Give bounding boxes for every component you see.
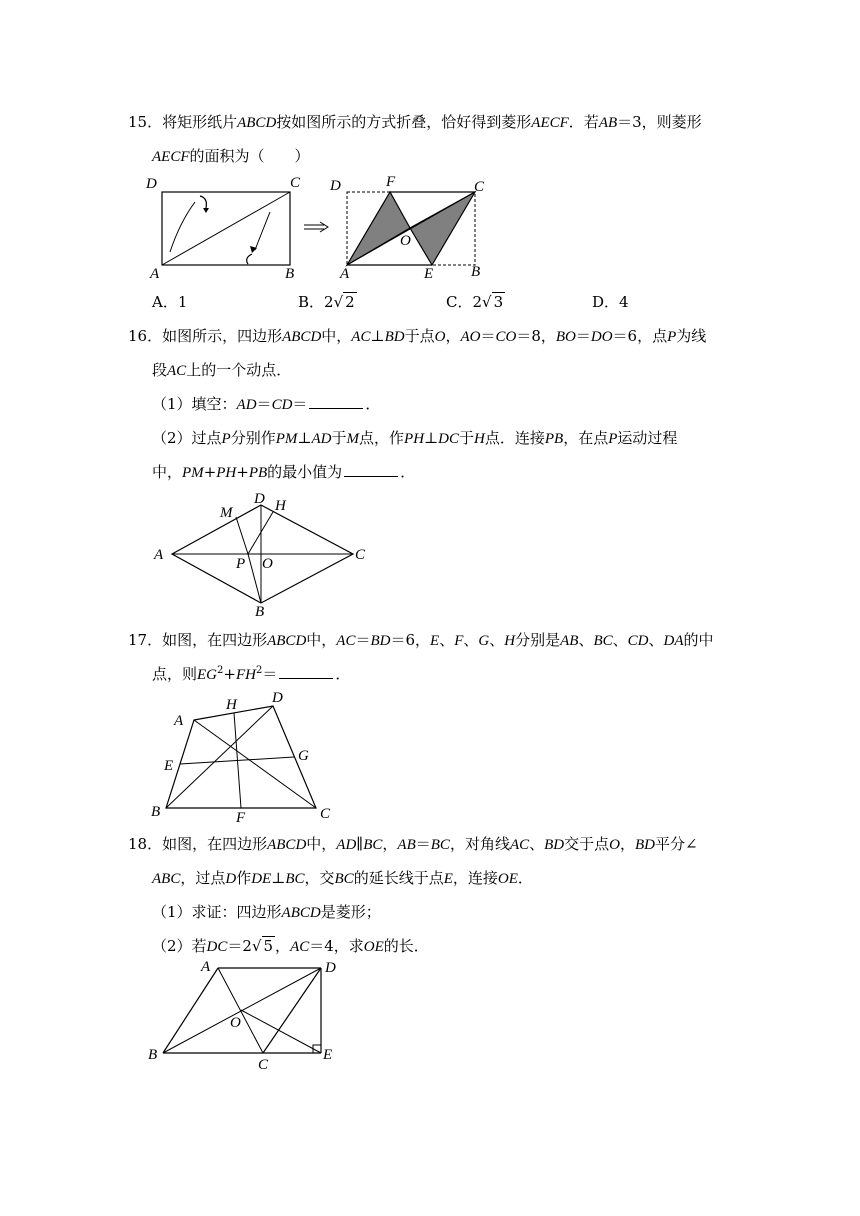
option-value: 2	[472, 293, 483, 311]
q15-figure-left	[140, 172, 310, 282]
point-label: E	[323, 1047, 333, 1063]
q18-var: BC	[363, 837, 383, 853]
point-label: F	[386, 174, 396, 190]
point-label: A	[154, 547, 164, 563]
answer-blank[interactable]	[344, 462, 398, 477]
q18-var: DC	[206, 939, 228, 955]
q15-var: ABCD	[237, 115, 277, 131]
q18-text: ，连接	[452, 869, 498, 887]
point-label: M	[220, 505, 233, 521]
point-label: D	[272, 690, 283, 706]
q16-text: ⊥	[424, 429, 439, 447]
q18-text: 的长．	[383, 937, 429, 955]
q17-text: ．	[335, 665, 351, 683]
point-label: O	[230, 1015, 241, 1031]
point-label: D	[325, 960, 336, 976]
q15-text: 将矩形纸片	[162, 113, 238, 131]
q18-var: O	[609, 837, 620, 853]
q16-part1	[152, 394, 380, 415]
q17-text: +	[223, 665, 236, 683]
q17-var: ABCD	[267, 633, 307, 649]
q16-text: ＝	[480, 327, 496, 345]
q15-option-b[interactable]	[298, 292, 357, 312]
q18-text: ，过点	[180, 869, 226, 887]
q16-text: （2）过点	[152, 429, 222, 447]
q16-text: 为线	[676, 327, 707, 345]
q15-text: 按如图所示的方式折叠，恰好得到菱形	[276, 113, 532, 131]
q18-var: AB	[397, 837, 416, 853]
q16-var: PM	[275, 431, 298, 447]
q18-text: ．	[517, 869, 533, 887]
point-label: A	[150, 266, 160, 282]
q18-figure	[145, 956, 355, 1076]
q16-text: 中，	[152, 463, 183, 481]
q17-var: BD	[370, 633, 391, 649]
q16-text: 中，	[321, 327, 352, 345]
q18-text: ＝	[415, 835, 431, 853]
point-label: F	[236, 810, 246, 826]
q18-var: ABCD	[267, 837, 307, 853]
q16-text: 点．连接	[484, 429, 545, 447]
q17-line2	[152, 664, 350, 685]
q16-text: 分别作	[230, 429, 276, 447]
q17-text: 如图，在四边形	[162, 631, 268, 649]
point-label: A	[340, 266, 350, 282]
point-label: D	[254, 491, 265, 507]
point-label: G	[298, 748, 309, 764]
q18-text: 作	[236, 869, 252, 887]
q16-var: P	[608, 431, 618, 447]
q17-text: 、	[612, 631, 628, 649]
q18-text: 是菱形；	[320, 903, 381, 921]
q18-text: ，对角线	[449, 835, 510, 853]
q16-part2-cont	[152, 462, 415, 483]
q18-var: AD	[336, 837, 357, 853]
q17-text: ＝	[262, 665, 278, 683]
q16-figure	[148, 490, 378, 620]
q16-text: 的最小值为	[267, 463, 343, 481]
q16-var: H	[474, 431, 485, 447]
q16-var: P	[221, 431, 231, 447]
q16-var: AD	[311, 431, 332, 447]
radicand: 5	[263, 937, 274, 955]
q16-part2	[152, 428, 677, 449]
q15-line1	[128, 112, 702, 133]
q18-var: BC	[430, 837, 450, 853]
question-number: 15．	[128, 113, 163, 131]
q18-var: OE	[363, 939, 384, 955]
q17-var: BC	[593, 633, 613, 649]
q18-var: AC	[290, 939, 310, 955]
q18-text: 的延长线于点	[353, 869, 444, 887]
q16-text: ＝8，	[516, 327, 556, 345]
q16-text: ⊥	[297, 429, 312, 447]
q17-var: E	[430, 633, 440, 649]
q16-var: PH	[216, 465, 237, 481]
q16-text: 于	[331, 429, 347, 447]
q16-text: ，	[445, 327, 461, 345]
q15-var: AECF	[531, 115, 569, 131]
point-label: B	[471, 264, 481, 280]
q18-text: （1）求证：四边形	[152, 903, 282, 921]
q18-var: ABC	[152, 871, 181, 887]
q17-figure	[148, 688, 348, 826]
option-value: 2	[324, 293, 334, 311]
q17-text: ＝6，	[390, 631, 431, 649]
q18-var: ABCD	[281, 905, 321, 921]
q15-text: ＝3，则菱形	[617, 113, 702, 131]
q16-var: P	[667, 329, 677, 345]
q17-var: AC	[336, 633, 356, 649]
sqrt-symbol: √ 5	[251, 937, 274, 955]
q16-text: +	[236, 463, 249, 481]
q18-text: ∥	[356, 835, 364, 853]
q18-text: 交于点	[564, 835, 610, 853]
q17-text: 、	[463, 631, 479, 649]
q18-var: OE	[497, 871, 518, 887]
q17-var: DA	[663, 633, 684, 649]
q16-var: CD	[271, 397, 293, 413]
q17-var: FH	[235, 667, 256, 683]
q16-text: 运动过程	[617, 429, 678, 447]
q16-text: ⊥	[370, 327, 385, 345]
q16-text: 上的一个动点．	[186, 361, 292, 379]
exponent: 2	[217, 665, 224, 676]
q16-text: 如图所示，四边形	[162, 327, 283, 345]
answer-blank[interactable]	[309, 394, 363, 409]
q18-text: ＝2	[227, 937, 252, 955]
radicand: 3	[493, 293, 504, 311]
q17-var: G	[478, 633, 490, 649]
q18-text: ，	[620, 835, 636, 853]
q18-var: D	[225, 871, 237, 887]
point-label: A	[201, 959, 211, 975]
q18-text: ，	[275, 937, 291, 955]
q18-var: DE	[251, 871, 272, 887]
radicand: 2	[345, 293, 355, 311]
q18-var: BC	[285, 871, 305, 887]
q16-text: ＝6，点	[612, 327, 668, 345]
question-number: 18．	[128, 835, 163, 853]
point-label: C	[258, 1057, 269, 1073]
q16-var: BD	[384, 329, 405, 345]
q15-option-d[interactable]	[592, 292, 629, 312]
point-label: P	[236, 556, 246, 572]
q18-var: BD	[544, 837, 565, 853]
point-label: C	[474, 179, 485, 195]
q18-var: E	[443, 871, 453, 887]
q15-text: ．若	[568, 113, 599, 131]
point-label: B	[148, 1047, 158, 1063]
q17-text: 中，	[306, 631, 337, 649]
q18-part1	[152, 902, 381, 923]
point-label: O	[262, 556, 273, 572]
option-label: C．	[446, 293, 473, 311]
exponent: 2	[255, 665, 263, 676]
option-value: 4	[619, 293, 629, 311]
q18-text: ⊥	[271, 869, 286, 887]
q15-var: AECF	[152, 149, 190, 165]
q18-text: 如图，在四边形	[162, 835, 268, 853]
q18-text: 、	[529, 835, 545, 853]
q16-var: PB	[544, 431, 564, 447]
point-label: B	[255, 604, 265, 620]
q15-text: 的面积为（ ）	[189, 147, 310, 165]
q16-var: ABCD	[282, 329, 322, 345]
q16-var: PB	[248, 465, 268, 481]
point-label: E	[424, 266, 434, 282]
q18-line2	[152, 868, 533, 889]
q16-var: AC	[351, 329, 371, 345]
point-label: E	[164, 758, 174, 774]
q16-text: ＝	[575, 327, 591, 345]
point-label: D	[146, 176, 157, 192]
point-label: C	[355, 547, 366, 563]
point-label: B	[151, 804, 161, 820]
q16-text: 于点	[404, 327, 435, 345]
point-label: O	[400, 233, 411, 249]
q16-text: ，在点	[563, 429, 609, 447]
point-label: A	[174, 713, 184, 729]
q15-option-c[interactable]	[446, 292, 505, 312]
q16-var: PM	[182, 465, 204, 481]
q15-var: AB	[598, 115, 618, 131]
question-number: 17．	[128, 631, 163, 649]
q16-var: PH	[404, 431, 425, 447]
q18-var: BD	[635, 837, 656, 853]
q16-text: ＝	[292, 395, 308, 413]
q17-text: 的中	[683, 631, 714, 649]
point-label: H	[275, 498, 286, 514]
q17-text: 、	[578, 631, 594, 649]
q15-line2	[152, 146, 310, 167]
right-arrow-icon	[304, 222, 330, 234]
q17-text: 、	[439, 631, 455, 649]
point-label: B	[285, 266, 295, 282]
q16-text: ．	[400, 463, 416, 481]
q16-var: BO	[555, 329, 576, 345]
q16-text: 段	[152, 361, 168, 379]
q16-text: （1）填空：	[152, 395, 237, 413]
q16-text: 于	[459, 429, 475, 447]
q17-text: 点，则	[152, 665, 198, 683]
q18-text: ，	[382, 835, 398, 853]
q16-line2	[152, 360, 291, 381]
q16-text: ＝	[256, 395, 272, 413]
q17-text: ＝	[355, 631, 371, 649]
q18-line1	[128, 834, 698, 855]
q16-text: 点，作	[359, 429, 405, 447]
q18-text: （2）若	[152, 937, 207, 955]
q17-var: CD	[627, 633, 649, 649]
q18-text: ＝4，求	[309, 937, 364, 955]
q18-text: 平分∠	[655, 835, 698, 853]
q15-figure-right	[330, 172, 490, 282]
point-label: C	[320, 806, 331, 822]
q16-line1	[128, 326, 706, 347]
q17-text: 分别是	[515, 631, 561, 649]
q17-var: F	[454, 633, 464, 649]
q17-var: AB	[560, 633, 579, 649]
q17-line1	[128, 630, 714, 651]
q16-var: DO	[590, 329, 613, 345]
q17-var: EG	[197, 667, 218, 683]
q18-part2	[152, 936, 429, 957]
answer-blank[interactable]	[279, 664, 333, 679]
option-value: 1	[177, 293, 188, 311]
q17-text: 、	[648, 631, 664, 649]
q16-var: DC	[438, 431, 459, 447]
q16-var: AD	[236, 397, 257, 413]
q18-text: 中，	[306, 835, 337, 853]
q15-option-a[interactable]	[152, 292, 187, 312]
q16-text: +	[203, 463, 217, 481]
q18-var: BC	[334, 871, 354, 887]
q17-text: 、	[489, 631, 505, 649]
option-label: D．	[592, 293, 620, 311]
q18-text: ，交	[304, 869, 335, 887]
sqrt-symbol: √ 3	[482, 293, 504, 311]
point-label: C	[290, 175, 301, 191]
sqrt-symbol: √ 2	[333, 293, 355, 311]
q16-var: M	[346, 431, 360, 447]
q18-var: AC	[509, 837, 530, 853]
q16-text: ．	[365, 395, 381, 413]
q16-var: AO	[460, 329, 481, 345]
q16-var: AC	[167, 363, 187, 379]
q16-var: O	[434, 329, 446, 345]
question-number: 16．	[128, 327, 163, 345]
point-label: D	[330, 178, 341, 194]
point-label: H	[226, 697, 237, 713]
q16-var: CO	[495, 329, 517, 345]
q17-var: H	[504, 633, 516, 649]
option-label: A．	[152, 293, 178, 311]
option-label: B．	[298, 293, 325, 311]
